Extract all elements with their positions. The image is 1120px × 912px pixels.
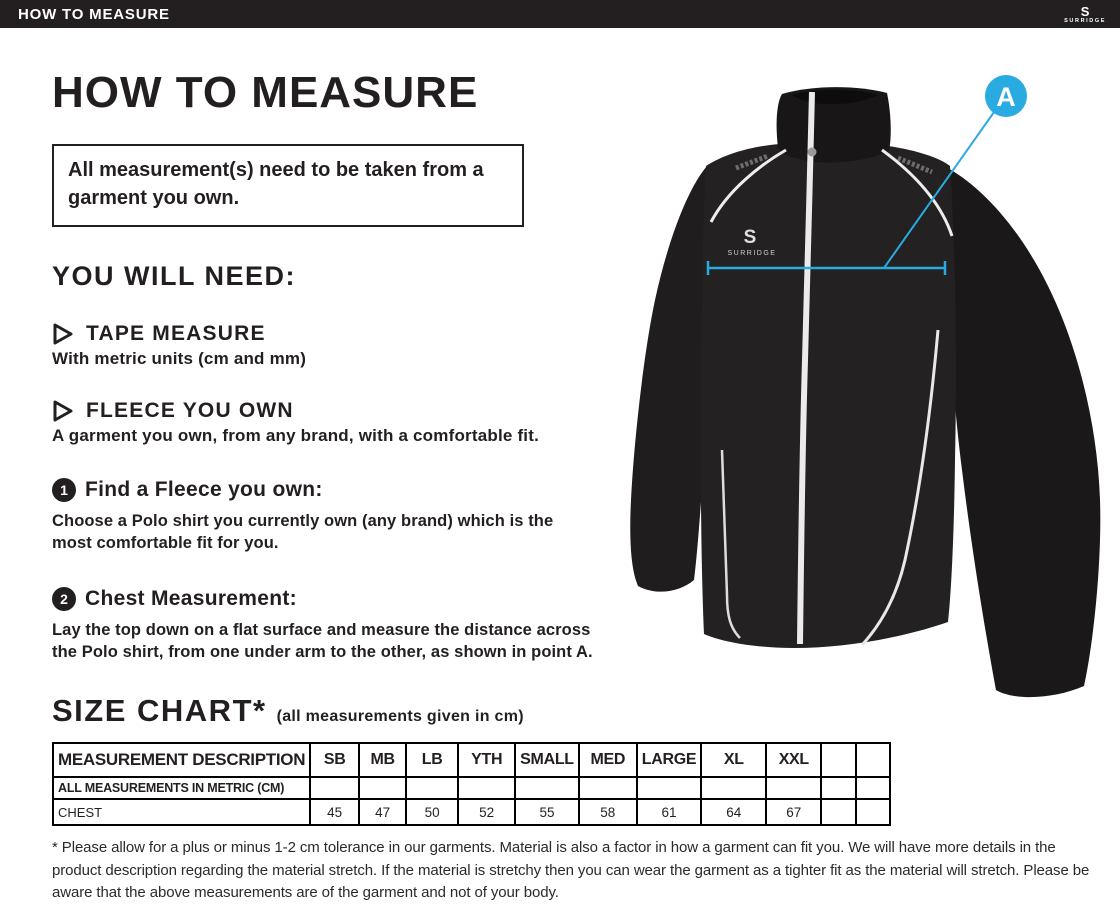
size-chart-cell bbox=[579, 777, 637, 799]
step-number-badge: 1 bbox=[52, 478, 76, 502]
size-chart-col-header bbox=[821, 743, 856, 777]
size-chart-col-header bbox=[856, 743, 890, 777]
size-chart-row bbox=[53, 777, 890, 799]
garment-logo-s-icon: S bbox=[743, 227, 757, 248]
step-title: Find a Fleece you own: bbox=[85, 478, 323, 502]
size-chart-row bbox=[53, 799, 890, 825]
size-chart-cell bbox=[359, 777, 406, 799]
size-chart-cell: 50 bbox=[406, 799, 458, 825]
size-chart-cell bbox=[515, 777, 579, 799]
size-chart-cell bbox=[856, 777, 890, 799]
size-chart-cell: 45 bbox=[310, 799, 359, 825]
size-chart-row-label: CHEST bbox=[53, 799, 310, 825]
size-chart-cell: 64 bbox=[701, 799, 766, 825]
size-chart-col-header: YTH bbox=[458, 743, 515, 777]
size-chart-cell: 58 bbox=[579, 799, 637, 825]
step-description: Lay the top down on a flat surface and measure the distance across the Polo shirt, from one under arm to the other, as shown in point A. bbox=[52, 620, 593, 661]
measurement-notice-text: All measurement(s) need to be taken from a garment you own. bbox=[68, 159, 484, 209]
size-chart-col-header: MB bbox=[359, 743, 406, 777]
page-title: HOW TO MEASURE bbox=[52, 68, 479, 117]
size-chart-table bbox=[52, 742, 891, 826]
size-chart-col-header: SB bbox=[310, 743, 359, 777]
size-chart-body bbox=[53, 777, 890, 825]
need-item-title: FLEECE YOU OWN bbox=[86, 399, 294, 423]
jacket-left-sleeve bbox=[944, 166, 1100, 697]
size-chart-col-header: LB bbox=[406, 743, 458, 777]
step-number-badge: 2 bbox=[52, 587, 76, 611]
measurement-notice-box bbox=[52, 144, 524, 227]
size-chart-cell bbox=[856, 799, 890, 825]
size-chart-title: SIZE CHART* bbox=[52, 693, 267, 729]
need-item-description: A garment you own, from any brand, with a comfortable fit. bbox=[52, 426, 540, 446]
size-chart-col-header: LARGE bbox=[637, 743, 702, 777]
triangle-bullet-icon bbox=[52, 399, 74, 423]
size-chart-cell: 55 bbox=[515, 799, 579, 825]
size-chart-cell: 67 bbox=[766, 799, 821, 825]
top-bar bbox=[0, 0, 1120, 28]
size-chart-cell: 47 bbox=[359, 799, 406, 825]
fleece-jacket-image bbox=[610, 70, 1120, 715]
size-chart-col-header: XL bbox=[701, 743, 766, 777]
size-chart-cell bbox=[637, 777, 702, 799]
footnote-text: * Please allow for a plus or minus 1-2 cm tolerance in our garments. Material is also a factor in how a garment can fit you. We will have more details in the product description regarding the material stretch. If the material is stretchy then you can wear the garment as a tighter fit as the material will stretch. Please be aware that the above measurements are of the garment and not of your body. bbox=[52, 839, 1090, 902]
size-chart-col-header: XXL bbox=[766, 743, 821, 777]
surridge-s-icon: S bbox=[1080, 3, 1090, 19]
triangle-bullet-icon bbox=[52, 322, 74, 346]
size-chart-cell bbox=[310, 777, 359, 799]
size-chart-cell bbox=[821, 777, 856, 799]
size-chart-cell: 52 bbox=[458, 799, 515, 825]
size-chart-cell bbox=[766, 777, 821, 799]
size-chart-header-row bbox=[53, 743, 890, 777]
size-chart-col-header: MED bbox=[579, 743, 637, 777]
you-will-need-heading: YOU WILL NEED: bbox=[52, 261, 297, 292]
point-a-label: A bbox=[996, 82, 1016, 112]
garment-logo-text: SURRIDGE bbox=[727, 250, 777, 257]
surridge-logo bbox=[1064, 5, 1106, 25]
size-chart-subtitle: (all measurements given in cm) bbox=[276, 708, 524, 726]
size-chart-col-header: SMALL bbox=[515, 743, 579, 777]
size-chart-cell: 61 bbox=[637, 799, 702, 825]
need-item-title: TAPE MEASURE bbox=[86, 322, 266, 346]
size-chart-cell bbox=[406, 777, 458, 799]
size-chart-col-header: MEASUREMENT DESCRIPTION bbox=[53, 743, 310, 777]
size-chart-row-label: ALL MEASUREMENTS IN METRIC (CM) bbox=[53, 777, 310, 799]
size-chart-cell bbox=[458, 777, 515, 799]
step-title: Chest Measurement: bbox=[85, 586, 297, 610]
need-item-description: With metric units (cm and mm) bbox=[52, 349, 307, 369]
size-chart-cell bbox=[821, 799, 856, 825]
size-chart-cell bbox=[701, 777, 766, 799]
surridge-brand-text: SURRIDGE bbox=[1064, 17, 1106, 24]
zipper-pull bbox=[808, 148, 817, 157]
step-description: Choose a Polo shirt you currently own (any brand) which is the most comfortable fit for you. bbox=[52, 512, 554, 553]
fleece-jacket-diagram bbox=[610, 70, 1120, 715]
top-bar-title: HOW TO MEASURE bbox=[18, 5, 170, 23]
